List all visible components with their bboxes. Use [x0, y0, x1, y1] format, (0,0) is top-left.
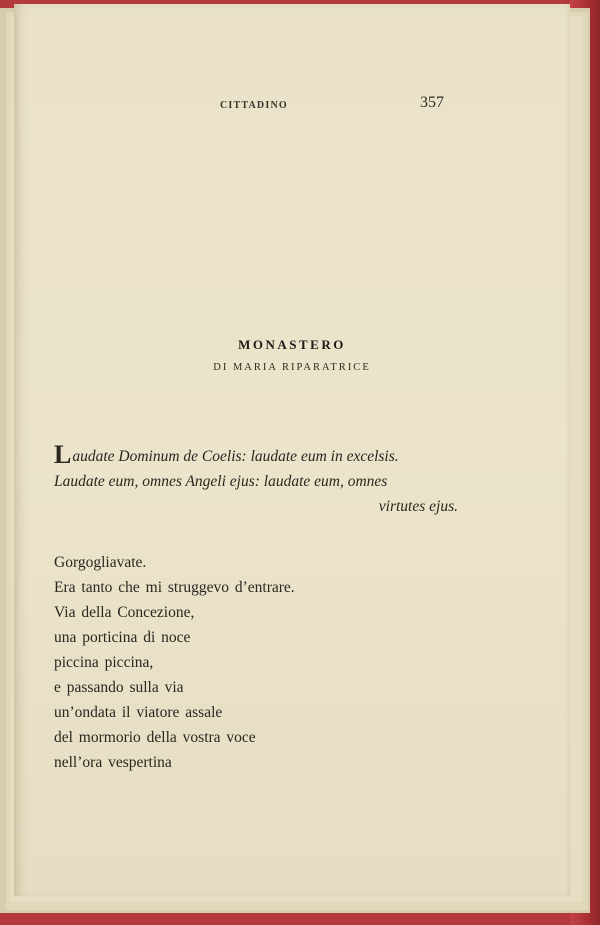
drop-cap: L [54, 440, 72, 469]
poem-body [54, 550, 474, 775]
page-number: 357 [420, 94, 444, 111]
poem-line: una porticina di noce [54, 629, 191, 646]
book-page [14, 4, 570, 896]
epigraph-line [54, 440, 458, 469]
poem-line: nell’ora vespertina [54, 754, 172, 771]
page-header [14, 94, 570, 118]
poem-line: un’ondata il viatore assale [54, 704, 223, 721]
poem-line: Era tanto che mi struggevo d’entrare. [54, 579, 295, 596]
epigraph-line: Laudate eum, omnes Angeli ejus: laudate eum, omnes [54, 473, 388, 490]
poem-subtitle: DI MARIA RIPARATRICE [213, 362, 371, 373]
poem-title: MONASTERO [238, 337, 346, 352]
epigraph [54, 440, 458, 519]
poem-line: Via della Concezione, [54, 604, 195, 621]
poem-line: del mormorio della vostra voce [54, 729, 256, 746]
running-head: CITTADINO [220, 100, 288, 111]
poem-line: Gorgogliavate. [54, 554, 147, 571]
epigraph-line: virtutes ejus. [378, 498, 458, 515]
poem-line: e passando sulla via [54, 679, 184, 696]
epigraph-line-text: audate Dominum de Coelis: laudate eum in excelsis. [72, 448, 399, 465]
poem-line: piccina piccina, [54, 654, 154, 671]
